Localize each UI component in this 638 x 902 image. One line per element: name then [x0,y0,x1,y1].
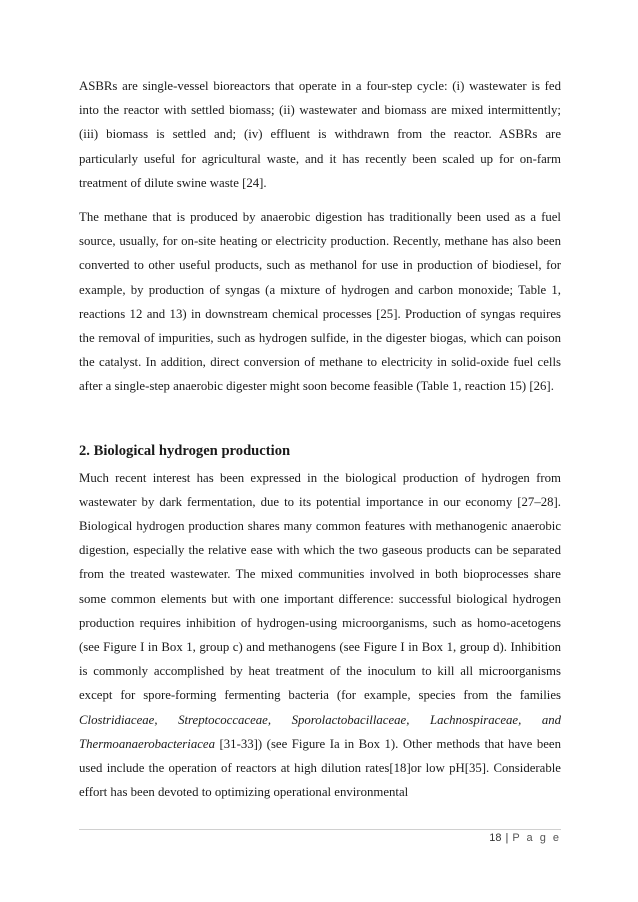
family-streptococcaceae: Streptococcaceae, [178,712,272,727]
page-label: P a g e [512,832,561,844]
family-sporolactobacillaceae: Sporolactobacillaceae, [291,712,410,727]
page-content [79,74,561,804]
family-clostridiaceae: Clostridiaceae, [79,712,158,727]
page-number: 18 [489,832,502,844]
conjunction-and: and [541,712,562,727]
section-heading: 2. Biological hydrogen production [79,442,291,459]
footer-divider [79,829,561,830]
paragraph-hydrogen-text-2: [31-33]) (see Figure Ia in Box 1). Other methods that have been used include the operation of reactors at high dilution rates[18]or low pH[35]. Considerable effort has been devoted to optimizing operational environmental [79,736,561,800]
paragraph-asbr: ASBRs are single-vessel bioreactors that operate in a four-step cycle: (i) wastewater is fed into the reactor with settled biomass; (ii) wastewater and biomass are mixed intermittently; (iii) biomass is settled and; (iv) effluent is withdrawn from the reactor. ASBRs are particularly useful for agricultural waste, and it has recently been scaled up for on-farm treatment of dilute swine waste [24]. [79,79,561,190]
paragraph-hydrogen-text-1: Much recent interest has been expressed in the biological production of hydrogen from wastewater by dark fermentation, due to its potential importance in our economy [27–28]. Biological hydrogen production shares many common features with methanogenic anaerobic digestion, especially the relative ease with which the two gaseous products can be separated from the treated wastewater. The mixed communities involved in both bioprocesses share some common elements but with one important difference: successful biological hydrogen production requires inhibition of hydrogen-using microorganisms, such as homo-acetogens (see Figure I in Box 1, group c) and methanogens (see Figure I in Box 1, group d). Inhibition is commonly accomplished by heat treatment of the inoculum to kill all microorganisms except for spore-forming fermenting bacteria (for example, species from the families [79,470,561,703]
family-thermoanaerobacteriacea: Thermoanaerobacteriacea [79,736,215,751]
footer-separator: | [505,832,509,844]
page-footer [489,832,561,844]
paragraph-hydrogen [79,466,561,805]
paragraph-methane: The methane that is produced by anaerobic digestion has traditionally been used as a fuel source, usually, for on-site heating or electricity production. Recently, methane has also been converted to other useful products, such as methanol for use in production of biodiesel, for example, by production of syngas (a mixture of hydrogen and carbon monoxide; Table 1, reactions 12 and 13) in downstream chemical processes [25]. Production of syngas requires the removal of impurities, such as hydrogen sulfide, in the digester biogas, which can poison the catalyst. In addition, direct conversion of methane to electricity in solid-oxide fuel cells after a single-step anaerobic digester might soon become feasible (Table 1, reaction 15) [26]. [79,210,561,394]
family-lachnospiraceae: Lachnospiraceae, [429,712,522,727]
